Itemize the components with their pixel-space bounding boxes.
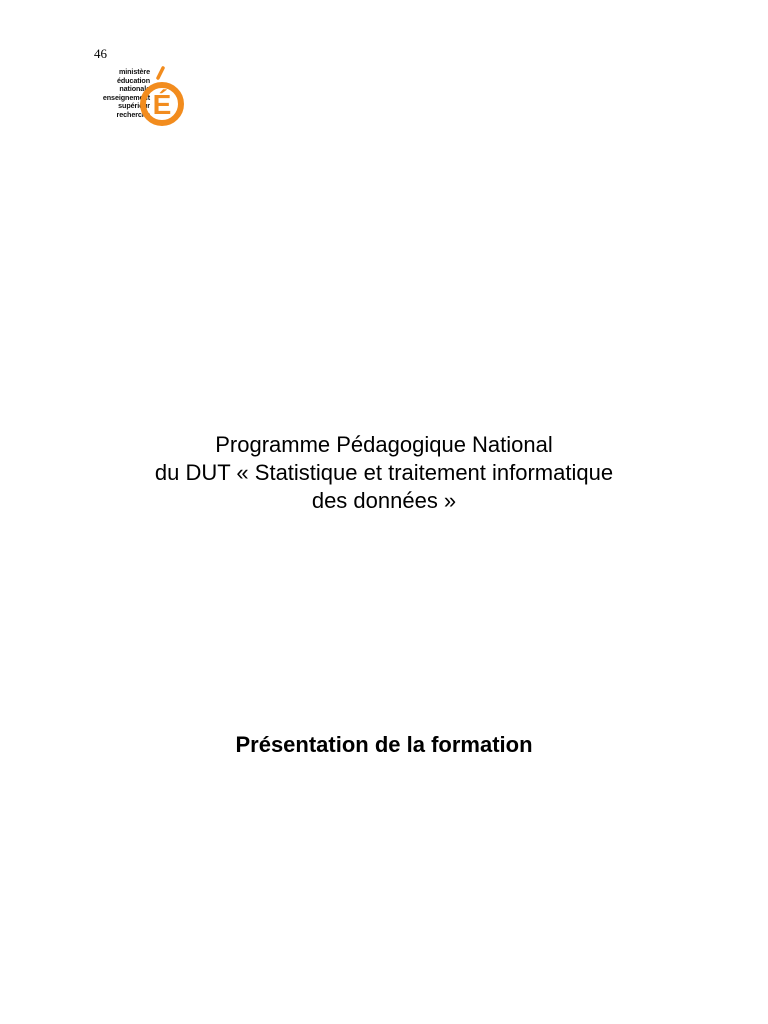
document-title <box>0 431 768 515</box>
logo-line: ministère <box>118 67 150 76</box>
logo-line: supérieur <box>118 101 150 111</box>
title-line-1: Programme Pédagogique National <box>215 432 553 457</box>
title-line-3: des données » <box>311 488 457 513</box>
page-number: 46 <box>94 46 107 61</box>
logo-e-mark-icon <box>136 66 184 130</box>
logo-line: nationale <box>119 84 150 94</box>
section-title: Présentation de la formation <box>235 732 533 757</box>
logo-line: éducation <box>116 75 150 85</box>
logo-e-letter: É <box>152 89 172 120</box>
logo-line: enseignement <box>102 92 150 102</box>
title-line-2: du DUT « Statistique et traitement informatique <box>154 460 614 485</box>
ministry-logo <box>92 66 186 130</box>
logo-line: recherche <box>116 109 150 119</box>
